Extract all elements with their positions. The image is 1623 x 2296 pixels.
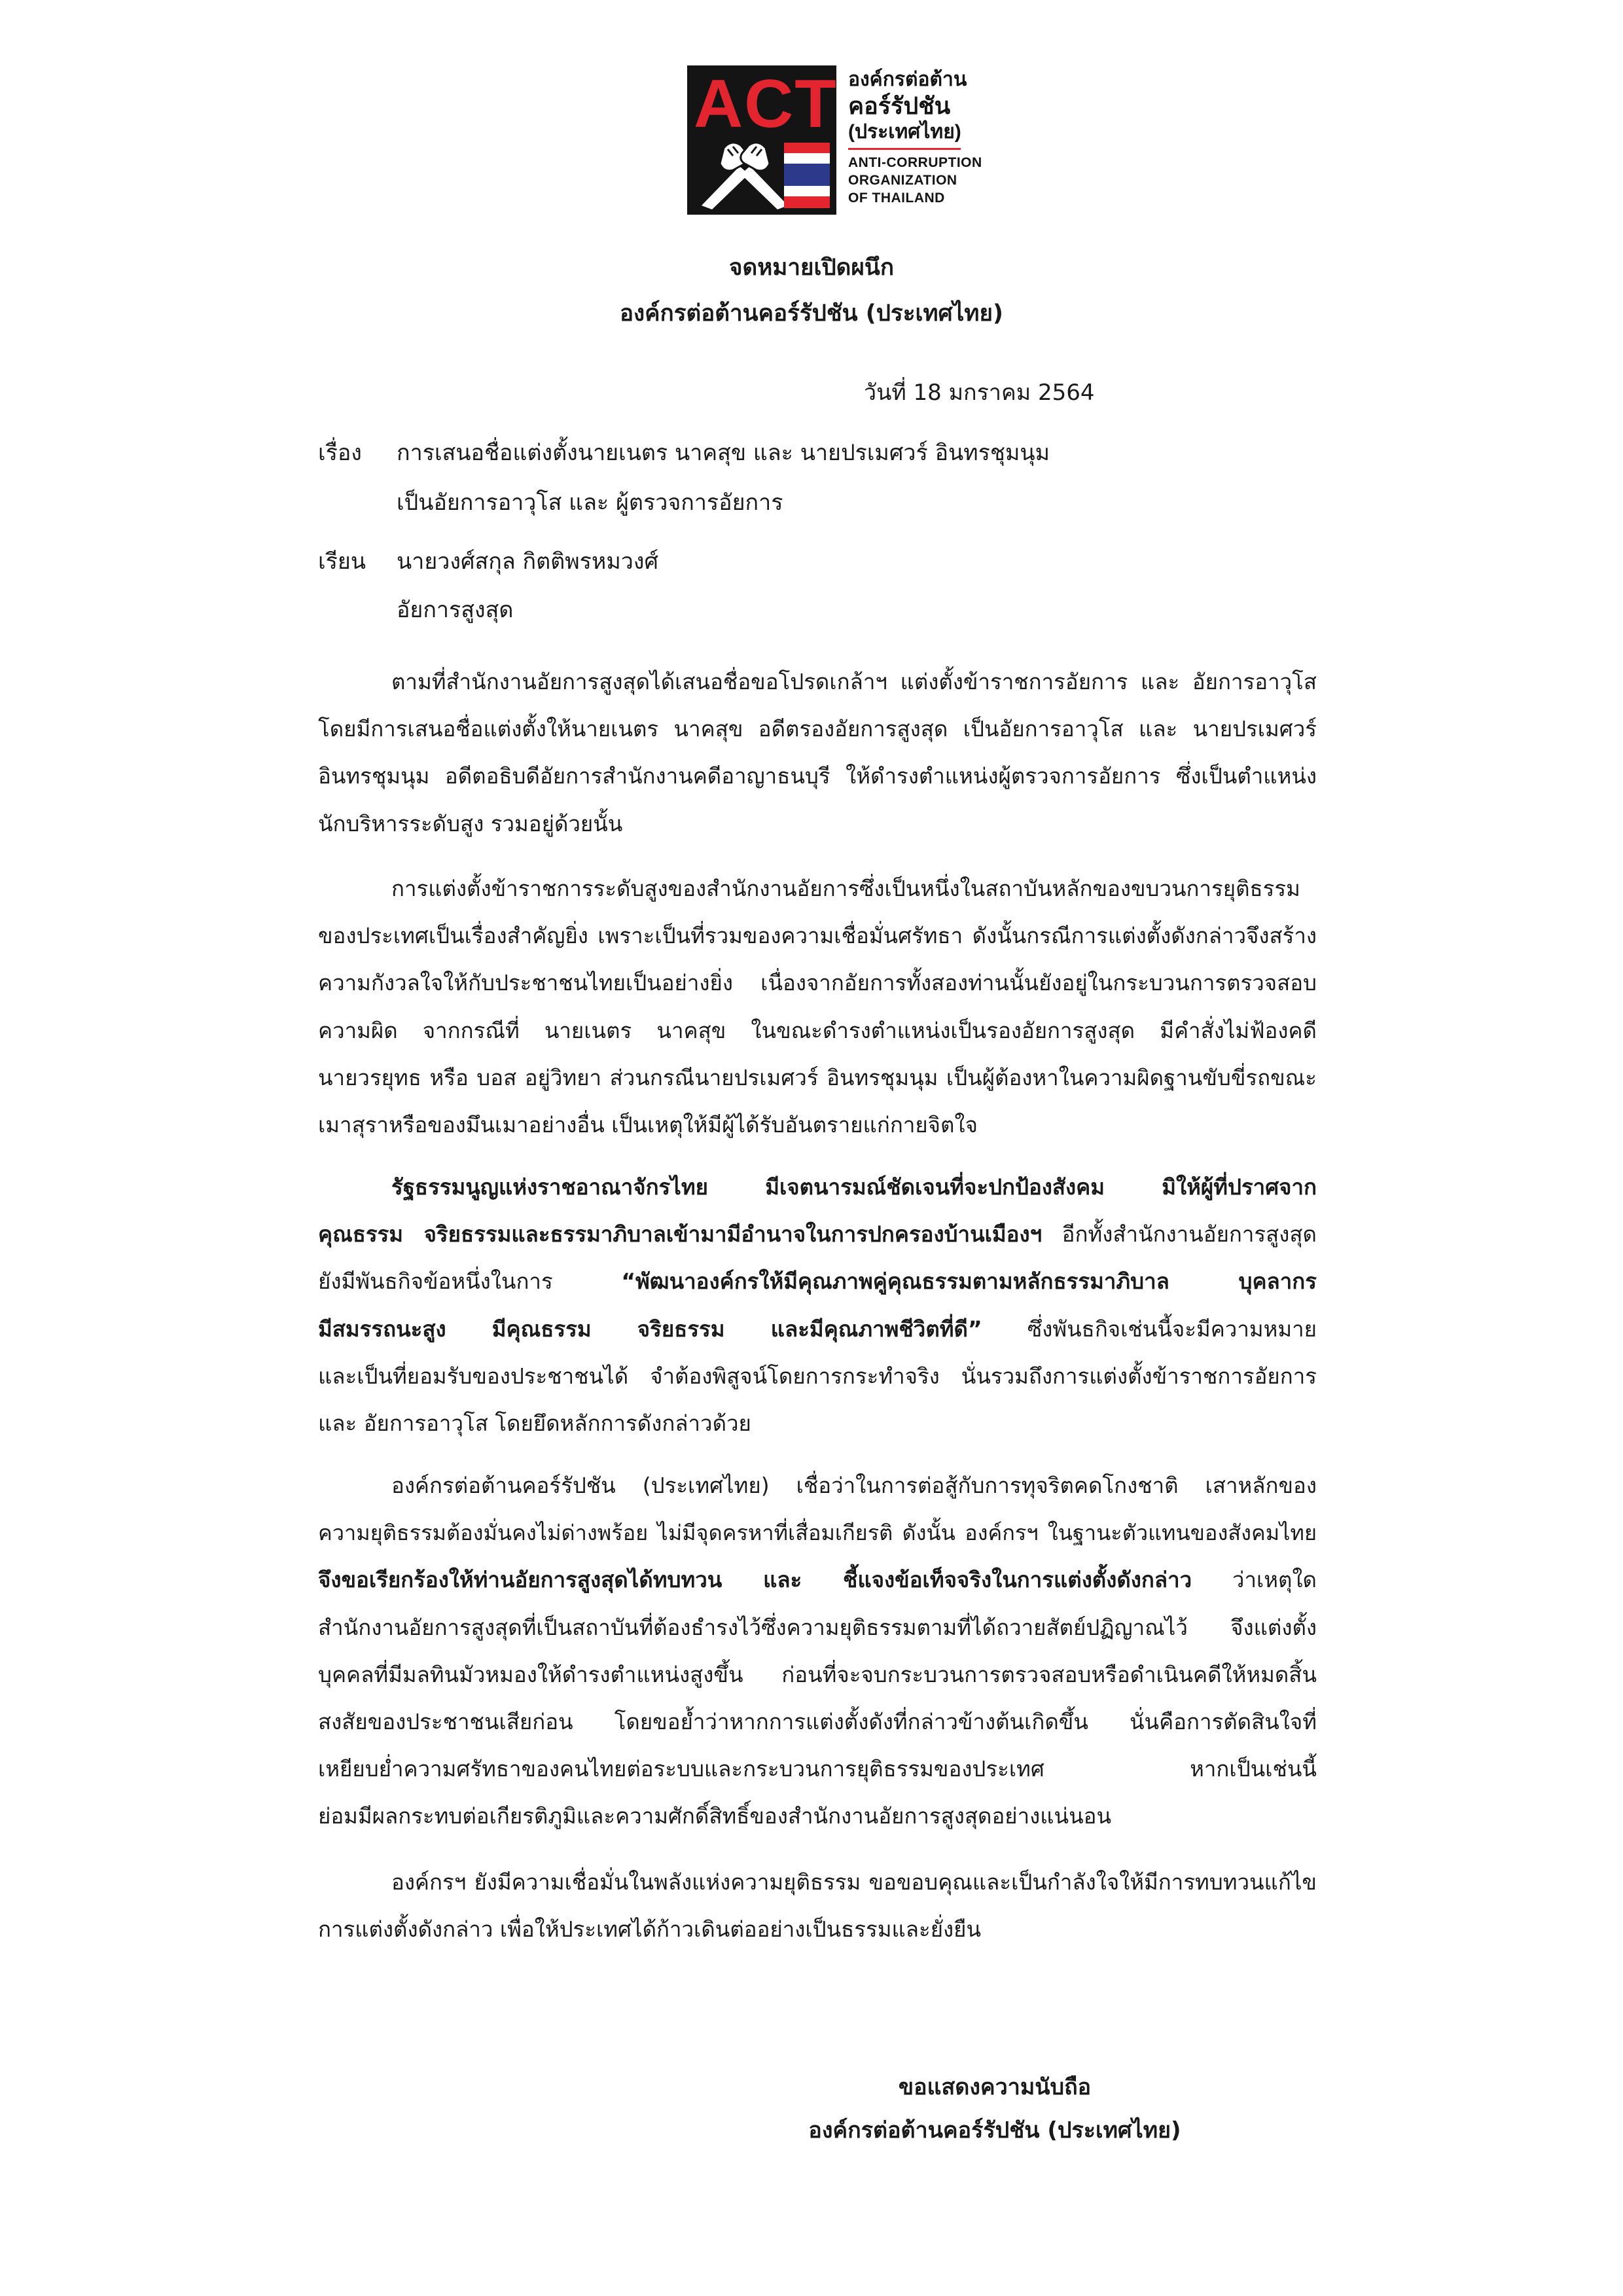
- paragraph-line: อินทรชุมนุม อดีตอธิบดีอัยการสำนักงานคดีอาญาธนบุรี ให้ดำรงตำแหน่งผู้ตรวจการอัยการ ซึ่งเป็นตำแหน่ง: [318, 763, 1317, 789]
- logo-english-line-1: ANTI-CORRUPTION: [848, 155, 982, 170]
- paragraph-line: สงสัยของประชาชนเสียก่อน โดยขอย้ำว่าหากการแต่งตั้งดังที่กล่าวข้างต้นเกิดขึ้น นั่นคือการตัดสินใจที่: [318, 1709, 1317, 1735]
- body-paragraph-4: [318, 1462, 1317, 1840]
- act-logo-mark: [687, 65, 836, 215]
- organization-logo: [687, 65, 982, 215]
- paragraph-line: และเป็นที่ยอมรับของประชาชนได้ จำต้องพิสูจน์โดยการกระทำจริง นั่นรวมถึงการแต่งตั้งข้าราชการอัยการ: [318, 1363, 1317, 1389]
- paragraph-line: นักบริหารระดับสูง รวมอยู่ด้วยนั้น: [318, 810, 623, 836]
- logo-thai-line-3: (ประเทศไทย): [848, 121, 961, 143]
- paragraph-line: โดยมีการเสนอชื่อแต่งตั้งให้นายเนตร นาคสุข อดีตรองอัยการสูงสุด เป็นอัยการอาวุโส และ นายปรเมศวร์: [318, 716, 1317, 742]
- paragraph-line: ตามที่สำนักงานอัยการสูงสุดได้เสนอชื่อขอโปรดเกล้าฯ แต่งตั้งข้าราชการอัยการ และ อัยการอาวุโส: [391, 669, 1317, 694]
- paragraph-line: ความผิด จากกรณีที่ นายเนตร นาคสุข ในขณะดำรงตำแหน่งเป็นรองอัยการสูงสุด มีคำสั่งไม่ฟ้องคดี: [318, 1017, 1317, 1043]
- logo-act-text: ACT: [694, 66, 838, 142]
- logo-divider: [848, 148, 961, 150]
- paragraph-line: ย่อมมีผลกระทบต่อเกียรติภูมิและความศักดิ์สิทธิ์ของสำนักงานอัยการสูงสุดอย่างแน่นอน: [318, 1803, 1112, 1829]
- paragraph-line: คุณธรรม จริยธรรมและธรรมาภิบาลเข้ามามีอำนาจในการปกครองบ้านเมืองฯ อีกทั้งสำนักงานอัยการสูงสุด: [318, 1221, 1317, 1247]
- letter-date: วันที่ 18 มกราคม 2564: [864, 380, 1095, 406]
- paragraph-line: และ อัยการอาวุโส โดยยึดหลักการดังกล่าวด้วย: [318, 1410, 751, 1437]
- paragraph-line: นายวรยุทธ หรือ บอส อยู่วิทยา ส่วนกรณีนายปรเมศวร์ อินทรชุมนุม เป็นผู้ต้องหาในความผิดฐานขับขี่รถขณะ: [318, 1064, 1317, 1090]
- subject-line-1: การเสนอชื่อแต่งตั้งนายเนตร นาคสุข และ นายปรเมศวร์ อินทรชุมนุม: [397, 440, 1050, 466]
- paragraph-line: มีสมรรถนะสูง มีคุณธรรม จริยธรรม และมีคุณภาพชีวิตที่ดี” ซึ่งพันธกิจเช่นนี้จะมีความหมาย: [318, 1316, 1317, 1342]
- closing-signatory: องค์กรต่อต้านคอร์รัปชัน (ประเทศไทย): [808, 2117, 1181, 2144]
- paragraph-line: เมาสุราหรือของมึนเมาอย่างอื่น เป็นเหตุให้มีผู้ได้รับอันตรายแก่กายจิตใจ: [318, 1112, 978, 1138]
- paragraph-line: การแต่งตั้งข้าราชการระดับสูงของสำนักงานอัยการซึ่งเป็นหนึ่งในสถาบันหลักของขบวนการยุติธรรม: [391, 876, 1300, 901]
- crossed-hands-icon: [699, 136, 791, 209]
- paragraph-line: องค์กรต่อต้านคอร์รัปชัน (ประเทศไทย) เชื่อว่าในการต่อสู้กับการทุจริตคดโกงชาติ เสาหลักของ: [391, 1473, 1317, 1498]
- paragraph-line: สำนักงานอัยการสูงสุดที่เป็นสถาบันที่ต้องธำรงไว้ซึ่งความยุติธรรมตามที่ได้ถวายสัตย์ปฏิญาณไว้ จึงแต่งตั้ง: [318, 1614, 1317, 1640]
- paragraph-line: องค์กรฯ ยังมีความเชื่อมั่นในพลังแห่งความยุติธรรม ขอขอบคุณและเป็นกำลังใจให้มีการทบทวนแก้ไข: [391, 1869, 1317, 1895]
- letter-organization: องค์กรต่อต้านคอร์รัปชัน (ประเทศไทย): [620, 300, 1003, 327]
- paragraph-line: ความยุติธรรมต้องมั่นคงไม่ด่างพร้อย ไม่มีจุดครหาที่เสื่อมเกียรติ ดังนั้น องค์กรฯ ในฐานะตัวแทนของสังคมไทย: [318, 1520, 1317, 1546]
- paragraph-line: บุคคลที่มีมลทินมัวหมองให้ดำรงตำแหน่งสูงขึ้น ก่อนที่จะจบกระบวนการตรวจสอบหรือดำเนินคดีให้หมดสิ้น: [318, 1661, 1317, 1687]
- paragraph-line: การแต่งตั้งดังกล่าว เพื่อให้ประเทศได้ก้าวเดินต่ออย่างเป็นธรรมและยั่งยืน: [318, 1916, 982, 1943]
- paragraph-line: เหยียบย่ำความศรัทธาของคนไทยต่อระบบและกระบวนการยุติธรรมของประเทศ หากเป็นเช่นนี้: [318, 1756, 1317, 1782]
- body-paragraph-1: [318, 658, 1317, 848]
- thai-flag-icon: [784, 143, 830, 208]
- subject-line-2: เป็นอัยการอาวุโส และ ผู้ตรวจการอัยการ: [397, 490, 783, 516]
- paragraph-line: ความกังวลใจให้กับประชาชนไทยเป็นอย่างยิ่ง เนื่องจากอัยการทั้งสองท่านนั้นยังอยู่ในกระบวนการตรวจสอบ: [318, 970, 1317, 996]
- recipient-label: เรียน: [318, 548, 366, 575]
- body-paragraph-3: [318, 1164, 1317, 1447]
- logo-wordmark: [848, 68, 982, 207]
- logo-thai-line-1: องค์กรต่อต้าน: [848, 69, 967, 90]
- logo-english-line-3: OF THAILAND: [848, 190, 945, 206]
- subject-label: เรื่อง: [318, 440, 362, 466]
- paragraph-line: จึงขอเรียกร้องให้ท่านอัยการสูงสุดได้ทบทวน และ ชี้แจงข้อเท็จจริงในการแต่งตั้งดังกล่าว ว่าเหตุใด: [318, 1567, 1317, 1593]
- recipient-line-1: นายวงศ์สกุล กิตติพรหมวงศ์: [397, 548, 659, 575]
- letter-title: จดหมายเปิดผนึก: [728, 255, 895, 281]
- body-paragraph-5: [318, 1859, 1317, 1953]
- paragraph-line: ของประเทศเป็นเรื่องสำคัญยิ่ง เพราะเป็นที่รวมของความเชื่อมั่นศรัทธา ดังนั้นกรณีการแต่งตั้งดังกล่าวจึงสร้าง: [318, 923, 1317, 949]
- paragraph-line: รัฐธรรมนูญแห่งราชอาณาจักรไทย มีเจตนารมณ์ชัดเจนที่จะปกป้องสังคม มิให้ผู้ที่ปราศจาก: [391, 1174, 1317, 1200]
- closing-salutation: ขอแสดงความนับถือ: [898, 2074, 1092, 2100]
- paragraph-line: ยังมีพันธกิจข้อหนึ่งในการ “พัฒนาองค์กรให้มีคุณภาพคู่คุณธรรมตามหลักธรรมาภิบาล บุคลากร: [318, 1268, 1317, 1295]
- body-paragraph-2: [318, 865, 1317, 1149]
- logo-english-line-2: ORGANIZATION: [848, 173, 957, 188]
- logo-thai-line-2: คอร์รัปชัน: [848, 92, 951, 119]
- recipient-line-2: อัยการสูงสุด: [397, 597, 514, 623]
